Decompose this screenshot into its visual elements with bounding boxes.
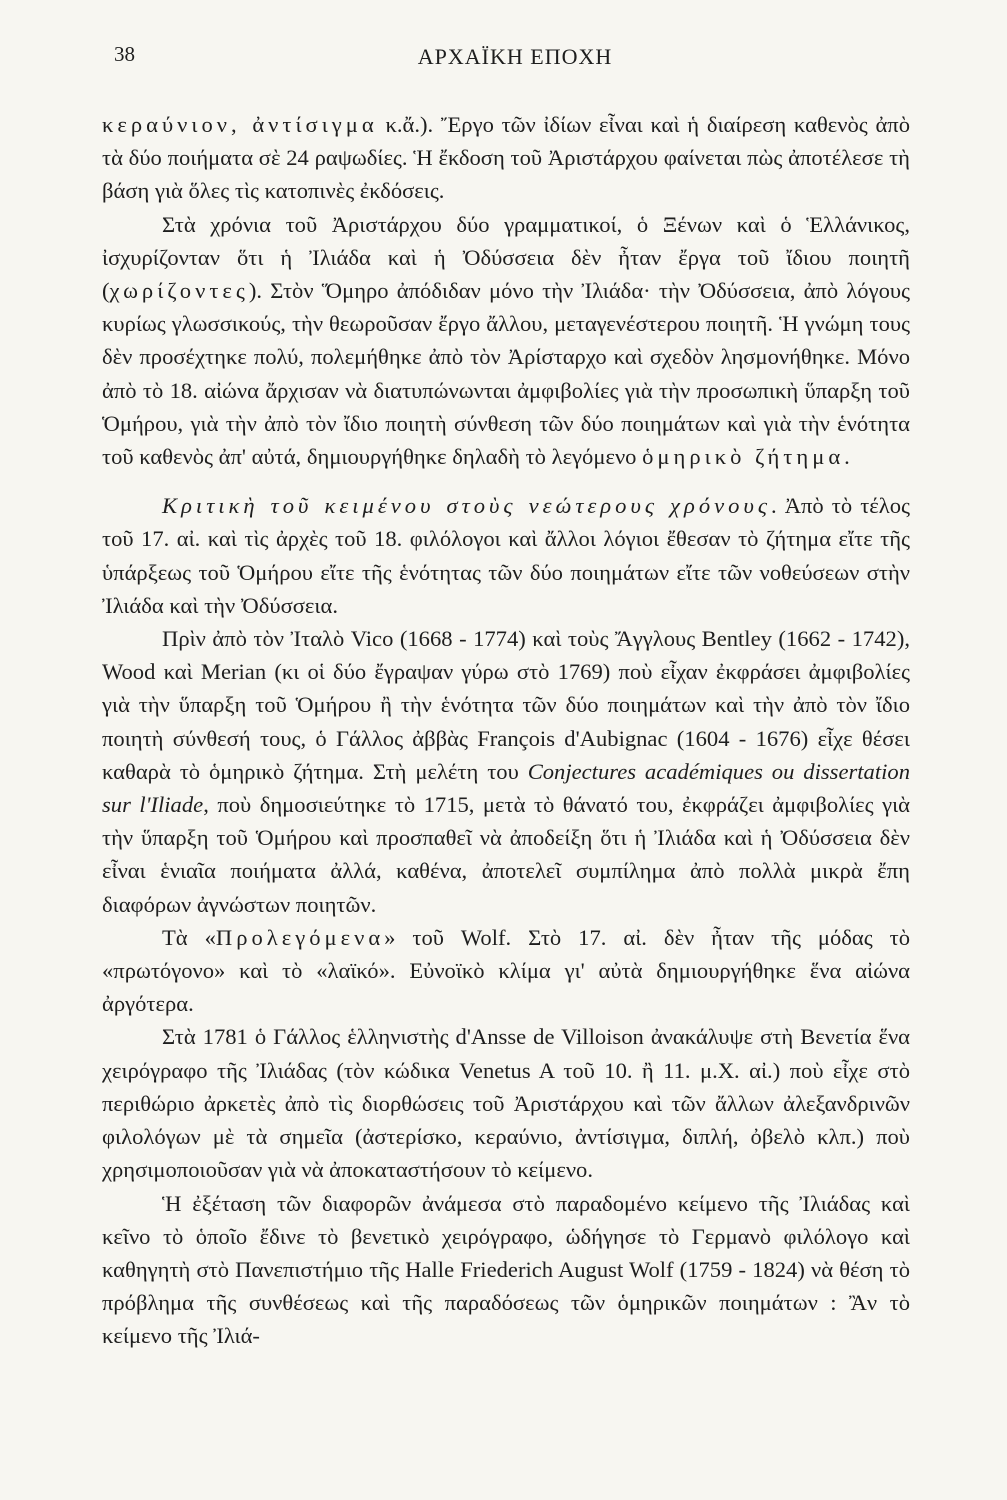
spaced-terms: κεραύνιον, ἀντίσιγμα [102,112,378,137]
page-header [100,36,930,76]
paragraph-6 [102,1020,910,1186]
paragraph-text: » τοῦ Wolf. Στὸ 17. αἰ. δὲν ἦταν τῆς μόδας τὸ «πρωτόγονο» καὶ τὸ «λαϊκό». Εὐνοϊκὸ κλίμα γι' αὐτὰ δημιουργήθηκε ἕνα αἰώνα ἀργότερα. [102,924,910,1017]
work-title: Conjectures académiques ou dissertation sur l'Iliade [102,758,910,818]
paragraph-text: κ.ἄ.). Ἔργο τῶν ἰδίων εἶναι καὶ ἡ διαίρεση καθενὸς ἀπὸ τὰ δύο ποιήματα σὲ 24 ραψωδίες. Ἡ ἔκδοση τοῦ Ἀριστάρχου φαίνεται πὼς ἀποτέλεσε τὴ βάση γιὰ ὅλες τὶς κατοπινὲς ἐκδόσεις. [102,112,910,204]
paragraph-1 [102,108,910,208]
section-heading-prolegomena: Προλεγόμενα [215,924,385,950]
paragraph-4 [102,622,910,921]
paragraph-text: . Ἀπὸ τὸ τέλος τοῦ 17. αἰ. καὶ τὶς ἀρχὲς τοῦ 18. φιλόλογοι καὶ ἄλλοι λόγιοι ἔθεσαν τὸ ζήτημα εἴτε τῆς ὑπάρξεως τοῦ Ὁμήρου εἴτε τῆς ἑνότητας τῶν δύο ποιημάτων εἴτε τῶν νοθεύσεων στὴν Ἰλιάδα καὶ τὴν Ὀδύσσεια. [102,493,910,618]
section-heading: Κριτικὴ τοῦ κειμένου στοὺς νεώτερους χρόνους [162,493,771,519]
running-head: ΑΡΧΑΪΚΗ ΕΠΟΧΗ [417,44,613,69]
body-text [102,108,910,1353]
paragraph-text: Τὰ « [162,924,216,950]
paragraph-3 [102,489,910,622]
paragraph-text: Ἡ ἐξέταση τῶν διαφορῶν ἀνάμεσα στὸ παραδομένο κείμενο τῆς Ἰλιάδας καὶ κεῖνο τὸ ὁποῖο ἔδινε τὸ βενετικὸ χειρόγραφο, ὡδήγησε τὸ Γερμανὸ φιλόλογο καὶ καθηγητὴ στὸ Πανεπιστήμιο τῆς Halle Friederich August Wolf (1759 - 1824) νὰ θέση τὸ πρόβλημα τῆς συνθέσεως καὶ τῆς παραδόσεως τῶν ὁμηρικῶν ποιημάτων : Ἂν τὸ κείμενο τῆς Ἰλιά- [102,1190,910,1349]
paragraph-text: Πρὶν ἀπὸ τὸν Ἰταλὸ Vico (1668 - 1774) καὶ τοὺς Ἄγγλους Bentley (1662 - 1742), Wood καὶ Merian (κι οἱ δύο ἔγραψαν γύρω στὸ 1769) ποὺ εἶχαν ἐκφράσει ἀμφιβολίες γιὰ τὴν ὕπαρξη τοῦ Ὁμήρου ἢ τὴν ἑνότητα τῶν δύο ποιημάτων καὶ τὴν ἀπὸ τὸν ἴδιο ποιητὴ σύνθεσή τους, ὁ Γάλλος ἀββὰς François d'Aubignac (1604 - 1676) εἶχε θέσει καθαρὰ τὸ ὁμηρικὸ ζήτημα. Στὴ μελέτη του [102,626,910,784]
paragraph-2 [102,208,910,474]
paragraph-text: Στὰ 1781 ὁ Γάλλος ἑλληνιστὴς d'Ansse de Villoison ἀνακάλυψε στὴ Βενετία ἕνα χειρόγραφο τῆς Ἰλιάδας (τὸν κώδικα Venetus A τοῦ 10. ἢ 11. μ.Χ. αἰ.) ποὺ εἶχε στὸ περιθώριο ἀρκετὲς ἀπὸ τὶς διορθώσεις τοῦ Ἀριστάρχου καὶ τῶν ἄλλων ἀλεξανδρινῶν φιλολόγων μὲ τὰ σημεῖα (ἀστερίσκο, κεραύνιο, ἀντίσιγμα, διπλή, ὀβελὸ κλπ.) ποὺ χρησιμοποιοῦσαν γιὰ νὰ ἀποκαταστήσουν τὸ κείμενο. [102,1024,910,1183]
paragraph-text: Στὰ χρόνια τοῦ Ἀριστάρχου δύο γραμματικοί, ὁ Ξένων καὶ ὁ Ἑλλάνικος, ἰσχυρίζονταν ὅτι ἡ Ἰλιάδα καὶ ἡ Ὀδύσσεια δὲν ἦταν ἔργα τοῦ ἴδιου ποιητῆ ( [102,211,910,304]
spaced-term-choridzontes: χωρίζοντες [109,278,249,304]
spaced-term-homeric-question: ὁμηρικὸ ζήτημα [642,444,845,470]
paragraph-text: . [844,444,850,470]
paragraph-text: , ποὺ δημοσιεύτηκε τὸ 1715, μετὰ τὸ θάνατό του, ἐκφράζει ἀμφιβολίες γιὰ τὴν ὕπαρξη τοῦ Ὁμήρου καὶ προσπαθεῖ νὰ ἀποδείξη ὅτι ἡ Ἰλιάδα καὶ ἡ Ὀδύσσεια δὲν εἶναι ἑνιαῖα ποιήματα ἀλλά, καθένα, ἀποτελεῖ συμπίλημα ἀπὸ πολλὰ μικρὰ ἔπη διαφόρων ἀγνώστων ποιητῶν. [102,792,910,917]
paragraph-7 [102,1187,910,1353]
page-number: 38 [114,42,135,66]
paragraph-text: ). Στὸν Ὅμηρο ἀπόδιδαν μόνο τὴν Ἰλιάδα· τὴν Ὀδύσσεια, ἀπὸ λόγους κυρίως γλωσσικούς, τὴν θεωροῦσαν ἔργο ἄλλου, μεταγενέστερου ποιητῆ. Ἡ γνώμη τους δὲν προσέχτηκε πολύ, πολεμήθηκε ἀπὸ τὸν Ἀρίσταρχο καὶ σχεδὸν λησμονήθηκε. Μόνο ἀπὸ τὸ 18. αἰώνα ἄρχισαν νὰ διατυπώνωνται ἀμφιβολίες γιὰ τὴν προσωπικὴ ὕπαρξη τοῦ Ὁμήρου, γιὰ τὴν ἀπὸ τὸν ἴδιο ποιητὴ σύνθεση τῶν δύο ποιημάτων καὶ γιὰ τὴν ἑνότητα τοῦ καθενὸς ἀπ' αὐτά, δημιουργήθηκε δηλαδὴ τὸ λεγόμενο [102,278,910,470]
paragraph-5 [102,921,910,1021]
